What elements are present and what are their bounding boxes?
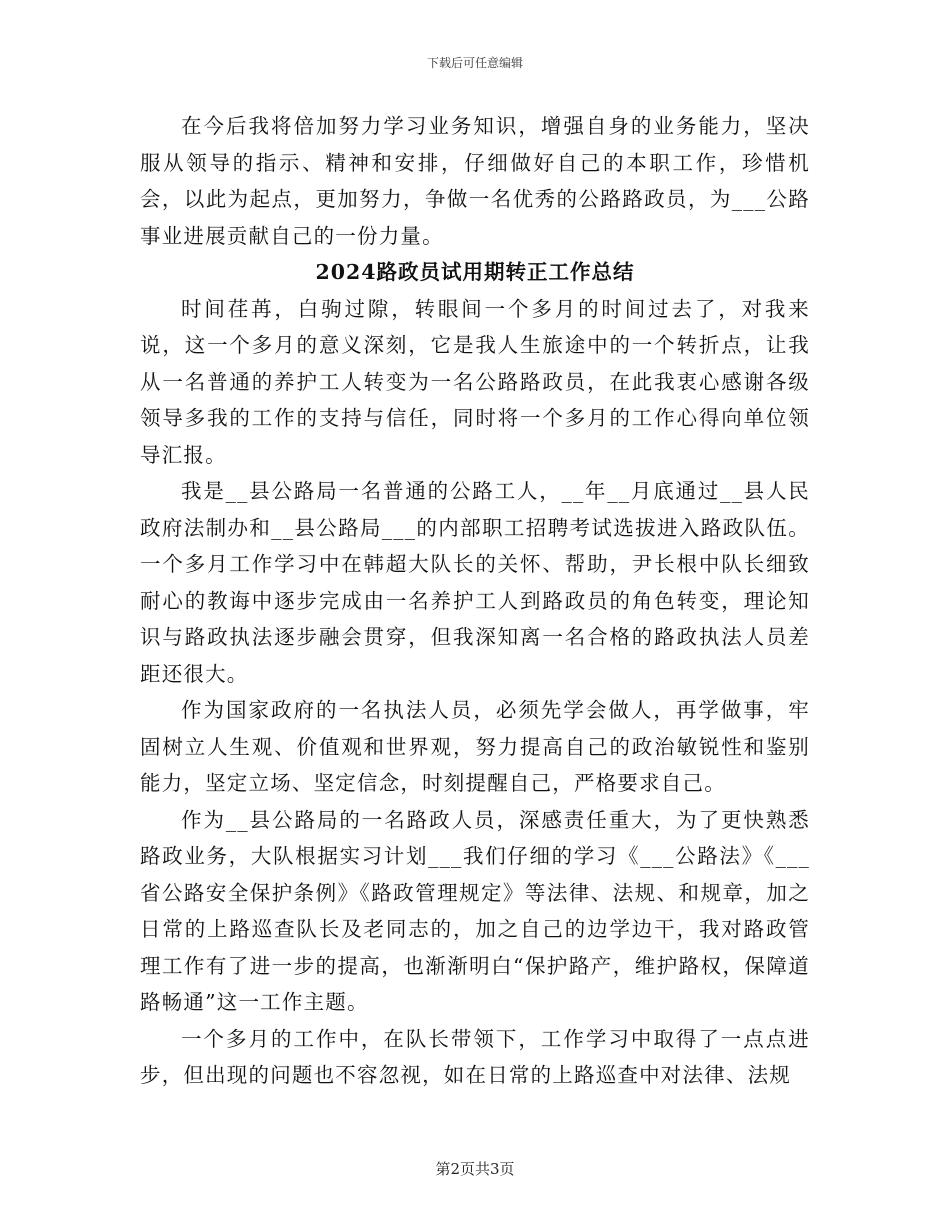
body-paragraph-1: 时间荏苒，白驹过隙，转眼间一个多月的时间过去了，对我来说，这一个多月的意义深刻，它是我人生旅途中的一个转折点，让我从一名普通的养护工人转变为一名公路路政员，在此我衷心感谢各级领导多我的工作的支持与信任，同时将一个多月的工作心得向单位领导汇报。 xyxy=(140,296,810,467)
intro-paragraph: 在今后我将倍加努力学习业务知识，增强自身的业务能力，坚决服从领导的指示、精神和安排，仔细做好自己的本职工作，珍惜机会，以此为起点，更加努力，争做一名优秀的公路路政员，为___公路事业进展贡献自己的一份力量。 xyxy=(140,114,810,248)
page-number: 第2页共3页 xyxy=(435,1160,515,1178)
body-paragraph-2: 我是__县公路局一名普通的公路工人，__年__月底通过__县人民政府法制办和__县公路局___的内部职工招聘考试选拔进入路政队伍。一个多月工作学习中在韩超大队长的关怀、帮助，尹长根中队长细致耐心的教诲中逐步完成由一名养护工人到路政员的角色转变，理论知识与路政执法逐步融会贯穿，但我深知离一名合格的路政执法人员差距还很大。 xyxy=(140,479,810,686)
body-paragraph-4: 作为__县公路局的一名路政人员，深感责任重大，为了更快熟悉路政业务，大队根据实习计划___我们仔细的学习《___公路法》《___省公路安全保护条例》《路政管理规定》等法律、法规、和规章，加之日常的上路巡查队长及老同志的，加之自己的边学边干，我对路政管理工作有了进一步的提高，也渐渐明白“保护路产，维护路权，保障道路畅通”这一工作主题。 xyxy=(140,807,810,1014)
body-paragraph-5: 一个多月的工作中，在队长带领下，工作学习中取得了一点点进步，但出现的问题也不容忽视，如在日常的上路巡查中对法律、法规 xyxy=(140,1026,810,1087)
document-title: 2024路政员试用期转正工作总结 xyxy=(315,260,635,284)
body-paragraph-3: 作为国家政府的一名执法人员，必须先学会做人，再学做事，牢固树立人生观、价值观和世界观，努力提高自己的政治敏锐性和鉴别能力，坚定立场、坚定信念，时刻提醒自己，严格要求自己。 xyxy=(140,698,810,795)
page-header: 下载后可任意编辑 xyxy=(426,56,523,70)
document-body xyxy=(140,108,810,1094)
